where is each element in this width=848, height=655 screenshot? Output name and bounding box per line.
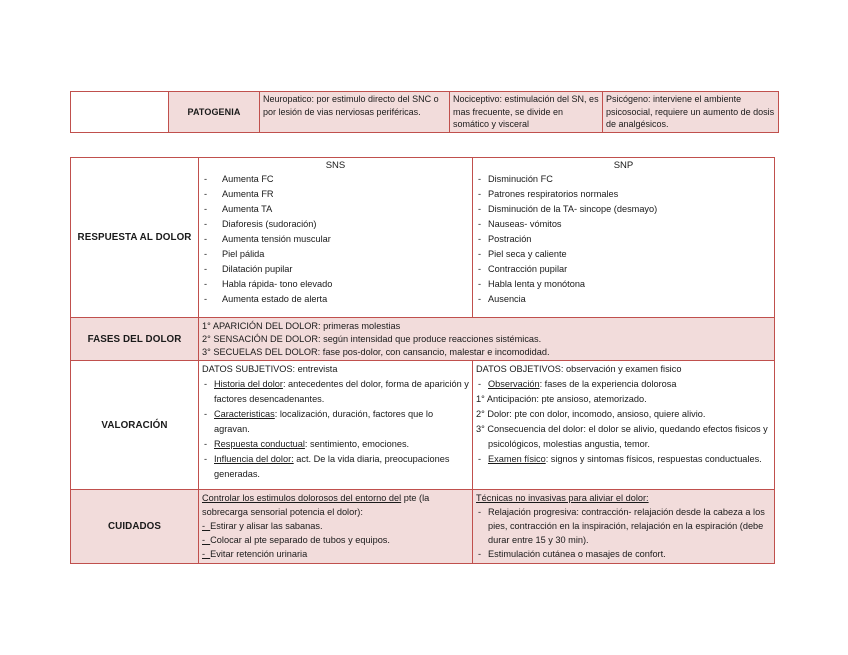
- cuidados-left-cell: [199, 490, 473, 564]
- subjetivos-list: [202, 377, 469, 482]
- sns-cell: [199, 158, 473, 318]
- subjetivos-cell: [199, 361, 473, 490]
- list-item: - Respuesta conductual: sentimiento, emociones.: [204, 439, 410, 449]
- respuesta-row: [71, 158, 775, 318]
- term-text: act. De la vida diaria, preocupaciones generadas.: [214, 454, 450, 479]
- fase-line: 3° SECUELAS DEL DOLOR: fase pos-dolor, con cansancio, malestar e incomodidad.: [202, 347, 550, 357]
- patogenia-label: PATOGENIA: [169, 92, 260, 133]
- list-item: - Evitar retención urinaria: [202, 549, 308, 559]
- list-item: - Influencia del dolor: act. De la vida diaria, preocupaciones generadas.: [204, 454, 450, 479]
- list-item: - Piel pálida: [202, 247, 469, 262]
- snp-header: SNP: [613, 160, 634, 171]
- list-item: - Observación: fases de la experiencia dolorosa: [478, 379, 677, 389]
- valoracion-row: [71, 361, 775, 490]
- cuidados-right-cell: [473, 490, 775, 564]
- psicogeno-cell: Psicógeno: interviene el ambiente psicosocial, requiere un aumento de dosis de analgésicos.: [603, 92, 779, 133]
- fases-cell: [199, 318, 775, 361]
- term: Observación: [488, 379, 540, 389]
- fases-row: [71, 318, 775, 361]
- cuidados-right-title: Técnicas no invasivas para aliviar el dolor:: [476, 493, 649, 503]
- term-text: : sentimiento, emociones.: [304, 439, 410, 449]
- term: Caracteristicas: [214, 409, 275, 419]
- term-text: : antecedentes del dolor, forma de aparición y factores desencadenantes.: [214, 379, 469, 404]
- list-item: - Piel seca y caliente: [476, 247, 771, 262]
- dolor-table: [70, 157, 775, 564]
- term-text: : localización, duración, factores que lo agravan.: [214, 409, 434, 434]
- term: Influencia del dolor:: [214, 454, 294, 464]
- list-item: - Diaforesis (sudoración): [202, 217, 469, 232]
- fases-label: FASES DEL DOLOR: [71, 318, 199, 361]
- objetivo-line: 1° Anticipación: pte ansioso, atemorizado.: [476, 394, 647, 404]
- objetivo-line: 3° Consecuencia del dolor: el dolor se alivio, quedando efectos fisicos y psicológicos, molestias angustia, temor.: [476, 424, 768, 449]
- sns-header: SNS: [325, 160, 346, 171]
- respuesta-label: RESPUESTA AL DOLOR: [71, 158, 199, 318]
- sns-list: [202, 172, 469, 307]
- list-item: - Aumenta tensión muscular: [202, 232, 469, 247]
- cuidados-label: CUIDADOS: [71, 490, 199, 564]
- fase-line: 2° SENSACIÓN DE DOLOR: según intensidad que produce reacciones sistémicas.: [202, 334, 542, 344]
- list-item: - Disminución FC: [476, 172, 771, 187]
- patogenia-empty-cell: [71, 92, 169, 133]
- list-item: - Contracción pupilar: [476, 262, 771, 277]
- title-rest: pte (la sobrecarga sensorial potencia el dolor):: [202, 493, 430, 517]
- objetivo-line: 2° Dolor: pte con dolor, incomodo, ansioso, quiere alivio.: [476, 409, 706, 419]
- list-item: - Nauseas- vómitos: [476, 217, 771, 232]
- list-item: - Estirar y alisar las sabanas.: [202, 521, 323, 531]
- list-item: - Postración: [476, 232, 771, 247]
- tecnicas-list: [476, 505, 771, 561]
- title-underlined: Controlar los estimulos dolorosos del entorno del: [202, 493, 402, 503]
- term: Examen físico: [488, 454, 546, 464]
- patogenia-table: [70, 91, 779, 133]
- objetivos-list: [476, 377, 771, 392]
- list-item: - Dilatación pupilar: [202, 262, 469, 277]
- list-item: - Aumenta TA: [202, 202, 469, 217]
- term-text: : signos y sintomas físicos, respuestas conductuales.: [545, 454, 762, 464]
- fase-line: 1° APARICIÓN DEL DOLOR: primeras molestias: [202, 321, 401, 331]
- list-item: - Aumenta estado de alerta: [202, 292, 469, 307]
- snp-list: [476, 172, 771, 307]
- neuropatico-cell: Neuropatico: por estimulo directo del SNC o por lesión de vias nerviosas periféricas.: [260, 92, 450, 133]
- term: Respuesta conductual: [214, 439, 305, 449]
- valoracion-label: VALORACIÓN: [71, 361, 199, 490]
- objetivos-cell: [473, 361, 775, 490]
- list-item: - Examen físico: signos y sintomas físicos, respuestas conductuales.: [478, 454, 762, 464]
- item-text: Evitar retención urinaria: [210, 549, 308, 559]
- item-text: Relajación progresiva: contracción- relajación desde la cabeza a los pies, contracción en la inspiración, relajación en la espiración (debe durar entre 15 y 30 min).: [488, 507, 765, 545]
- examen-list: [476, 452, 771, 467]
- item-text: Colocar al pte separado de tubos y equipos.: [210, 535, 390, 545]
- list-item: - Patrones respiratorios normales: [476, 187, 771, 202]
- subjetivos-title: DATOS SUBJETIVOS: entrevista: [202, 364, 338, 374]
- list-item: - Aumenta FC: [202, 172, 469, 187]
- objetivos-title: DATOS OBJETIVOS: observación y examen fisico: [476, 364, 682, 374]
- list-item: - Habla rápida- tono elevado: [202, 277, 469, 292]
- list-item: - Aumenta FR: [202, 187, 469, 202]
- term: Historia del dolor: [214, 379, 283, 389]
- list-item: - Habla lenta y monótona: [476, 277, 771, 292]
- list-item: - Colocar al pte separado de tubos y equipos.: [202, 535, 390, 545]
- list-item: - Disminución de la TA- sincope (desmayo): [476, 202, 771, 217]
- item-text: Estimulación cutánea o masajes de confort.: [488, 549, 666, 559]
- item-text: Estirar y alisar las sabanas.: [210, 521, 323, 531]
- list-item: - Historia del dolor: antecedentes del dolor, forma de aparición y factores desencadenantes.: [204, 379, 469, 404]
- nociceptivo-cell: Nociceptivo: estimulación del SN, es mas frecuente, se divide en somático y visceral: [450, 92, 603, 133]
- list-item: - Relajación progresiva: contracción- relajación desde la cabeza a los pies, contracción en la inspiración, relajación en la espiración (debe durar entre 15 y 30 min).: [478, 507, 765, 545]
- list-item: - Ausencia: [476, 292, 771, 307]
- list-item: - Estimulación cutánea o masajes de confort.: [478, 549, 666, 559]
- term-text: : fases de la experiencia dolorosa: [539, 379, 677, 389]
- cuidados-left-title: [202, 491, 469, 519]
- cuidados-row: [71, 490, 775, 564]
- list-item: - Caracteristicas: localización, duración, factores que lo agravan.: [204, 409, 434, 434]
- snp-cell: [473, 158, 775, 318]
